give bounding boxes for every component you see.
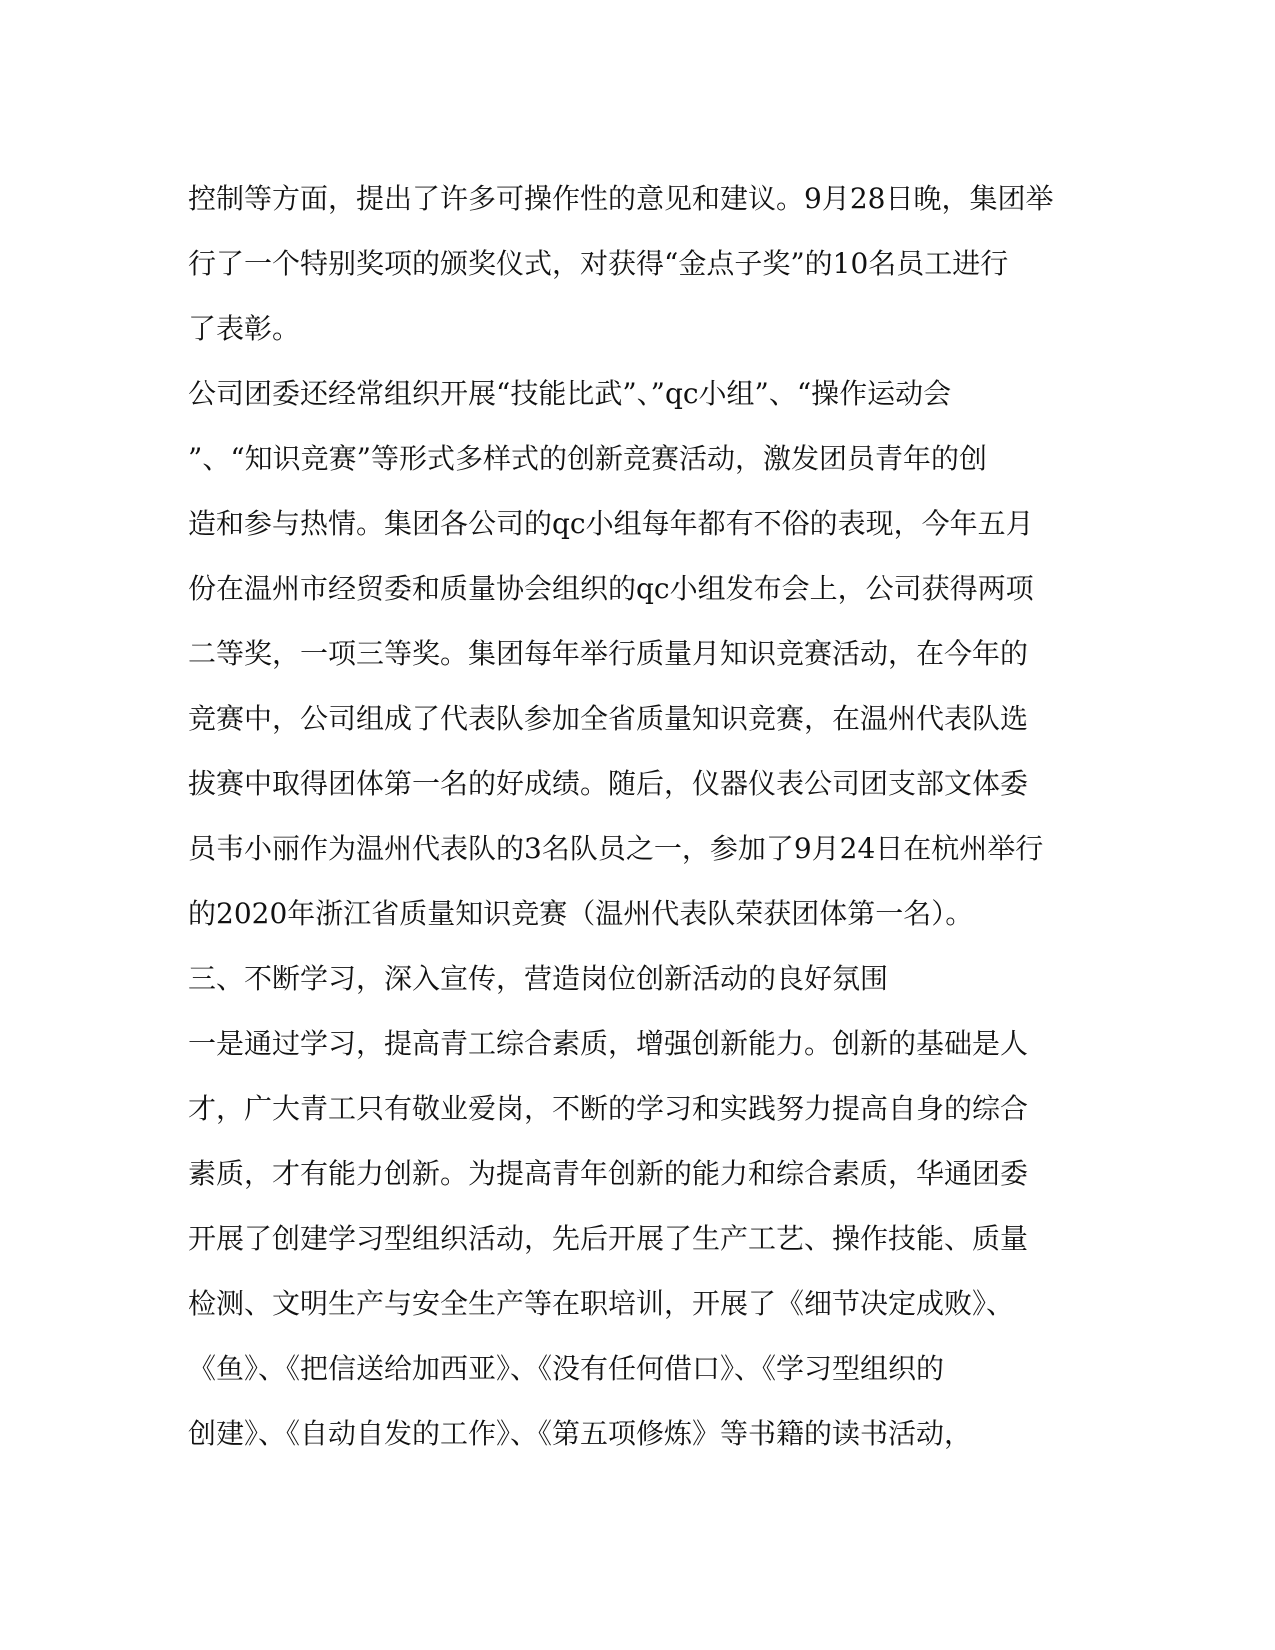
text-line: 才，广大青工只有敬业爱岗，不断的学习和实践努力提高自身的综合: [188, 1092, 1029, 1125]
text-line: 一是通过学习，提高青工综合素质，增强创新能力。创新的基础是人: [188, 1027, 1029, 1060]
text-line: 《鱼》、《把信送给加西亚》、《没有任何借口》、《学习型组织的: [188, 1352, 945, 1385]
text-line: 拔赛中取得团体第一名的好成绩。随后，仪器仪表公司团支部文体委: [188, 767, 1029, 800]
text-line: 竞赛中，公司组成了代表队参加全省质量知识竞赛，在温州代表队选: [188, 702, 1029, 735]
text-line: 创建》、《自动自发的工作》、《第五项修炼》等书籍的读书活动，: [188, 1417, 973, 1450]
text-line: 控制等方面，提出了许多可操作性的意见和建议。9月28日晚，集团举: [188, 182, 1054, 215]
text-line: 员韦小丽作为温州代表队的3名队员之一，参加了9月24日在杭州举行: [188, 832, 1044, 865]
text-line: ”、“知识竞赛”等形式多样式的创新竞赛活动，激发团员青年的创: [188, 442, 987, 475]
text-line: 造和参与热情。集团各公司的qc小组每年都有不俗的表现，今年五月: [188, 507, 1034, 540]
text-line: 检测、文明生产与安全生产等在职培训，开展了《细节决定成败》、: [188, 1287, 1015, 1320]
text-line: 份在温州市经贸委和质量协会组织的qc小组发布会上，公司获得两项: [188, 572, 1034, 605]
text-line: 素质，才有能力创新。为提高青年创新的能力和综合素质，华通团委: [188, 1157, 1029, 1190]
text-line: 的2020年浙江省质量知识竞赛（温州代表队荣获团体第一名）。: [188, 897, 974, 930]
text-line: 行了一个特别奖项的颁奖仪式，对获得“金点子奖”的10名员工进行: [188, 247, 1009, 280]
section-heading: 三、不断学习，深入宣传，营造岗位创新活动的良好氛围: [188, 962, 889, 995]
text-line: 了表彰。: [188, 312, 301, 345]
text-line: 二等奖，一项三等奖。集团每年举行质量月知识竞赛活动，在今年的: [188, 637, 1029, 670]
text-line: 开展了创建学习型组织活动，先后开展了生产工艺、操作技能、质量: [188, 1222, 1029, 1255]
body-text: [188, 166, 1088, 1466]
text-line: 公司团委还经常组织开展“技能比武”、”qc小组”、“操作运动会: [188, 377, 952, 410]
